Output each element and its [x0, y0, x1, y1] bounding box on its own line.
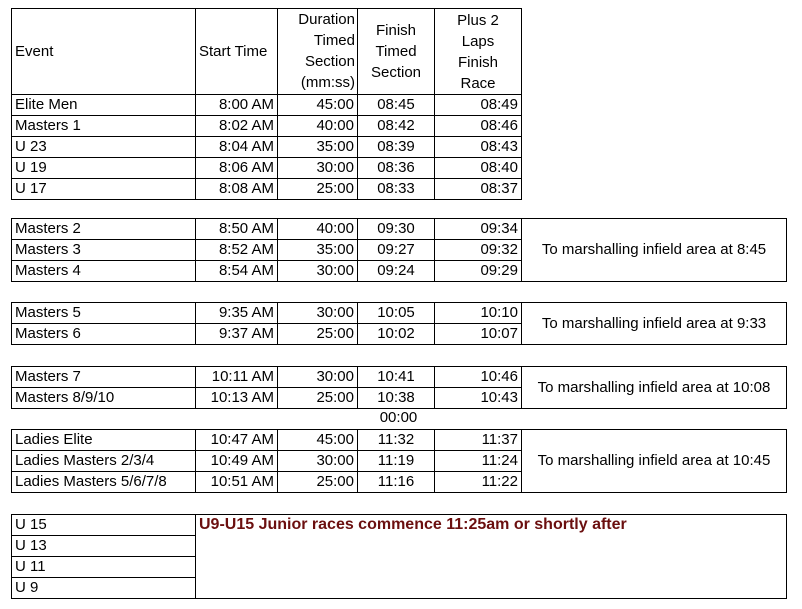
start-time-cell: 10:51 AM: [196, 472, 278, 493]
finish-timed-cell: 08:36: [358, 158, 435, 179]
table-row: [12, 116, 522, 137]
start-time-cell: 8:50 AM: [196, 219, 278, 240]
table-row: [12, 137, 522, 158]
plus-2-laps-cell: 09:34: [435, 219, 522, 240]
juniors-table: [11, 514, 787, 599]
event-cell: U 9: [12, 578, 196, 599]
table-row: [12, 367, 787, 388]
plus-2-laps-cell: 09:32: [435, 240, 522, 261]
plus-2-laps-cell: 08:46: [435, 116, 522, 137]
plus-2-laps-cell: 08:43: [435, 137, 522, 158]
event-cell: U 11: [12, 557, 196, 578]
plus-2-laps-cell: 11:22: [435, 472, 522, 493]
header-row: [12, 9, 522, 95]
plus-2-laps-cell: 11:24: [435, 451, 522, 472]
finish-timed-cell: 10:05: [358, 303, 435, 324]
event-cell: U 15: [12, 515, 196, 536]
duration-cell: 30:00: [278, 367, 358, 388]
plus-2-laps-cell: 10:10: [435, 303, 522, 324]
plus-2-laps-cell: 10:43: [435, 388, 522, 409]
plus-2-laps-cell: 11:37: [435, 430, 522, 451]
finish-timed-cell: 09:27: [358, 240, 435, 261]
duration-cell: 25:00: [278, 179, 358, 200]
schedule-table-group-3: [11, 302, 787, 345]
event-cell: U 23: [12, 137, 196, 158]
event-cell: Ladies Elite: [12, 430, 196, 451]
plus-2-laps-cell: 09:29: [435, 261, 522, 282]
duration-cell: 40:00: [278, 219, 358, 240]
start-time-cell: 8:52 AM: [196, 240, 278, 261]
finish-timed-cell: 10:02: [358, 324, 435, 345]
event-cell: Ladies Masters 2/3/4: [12, 451, 196, 472]
finish-timed-cell: 11:16: [358, 472, 435, 493]
schedule-table-group-1: [11, 8, 522, 200]
finish-timed-cell: 10:41: [358, 367, 435, 388]
event-cell: U 13: [12, 536, 196, 557]
marshalling-note: To marshalling infield area at 9:33: [522, 303, 787, 345]
finish-timed-cell: 09:30: [358, 219, 435, 240]
header-finish-timed: Finish Timed Section: [358, 9, 435, 95]
header-plus-2-laps: Plus 2 Laps Finish Race: [435, 9, 522, 95]
start-time-cell: 10:13 AM: [196, 388, 278, 409]
table-row: [12, 95, 522, 116]
event-cell: Masters 5: [12, 303, 196, 324]
table-row: [12, 219, 787, 240]
plus-2-laps-cell: 08:49: [435, 95, 522, 116]
duration-cell: 30:00: [278, 261, 358, 282]
event-cell: Ladies Masters 5/6/7/8: [12, 472, 196, 493]
table-row: [12, 179, 522, 200]
duration-cell: 25:00: [278, 324, 358, 345]
start-time-cell: 8:06 AM: [196, 158, 278, 179]
duration-cell: 45:00: [278, 430, 358, 451]
event-cell: Masters 6: [12, 324, 196, 345]
start-time-cell: 10:47 AM: [196, 430, 278, 451]
plus-2-laps-cell: 08:40: [435, 158, 522, 179]
start-time-cell: 9:35 AM: [196, 303, 278, 324]
schedule-table-group-2: [11, 218, 787, 282]
plus-2-laps-cell: 10:46: [435, 367, 522, 388]
schedule-table-group-5: [11, 429, 787, 493]
start-time-cell: 8:54 AM: [196, 261, 278, 282]
stray-finish-value: 00:00: [379, 409, 418, 426]
event-cell: Masters 3: [12, 240, 196, 261]
start-time-cell: 10:49 AM: [196, 451, 278, 472]
duration-cell: 25:00: [278, 388, 358, 409]
finish-timed-cell: 08:33: [358, 179, 435, 200]
finish-timed-cell: 11:32: [358, 430, 435, 451]
plus-2-laps-cell: 08:37: [435, 179, 522, 200]
event-cell: U 17: [12, 179, 196, 200]
finish-timed-cell: 11:19: [358, 451, 435, 472]
start-time-cell: 8:02 AM: [196, 116, 278, 137]
start-time-cell: 8:04 AM: [196, 137, 278, 158]
event-cell: Masters 1: [12, 116, 196, 137]
event-cell: Elite Men: [12, 95, 196, 116]
marshalling-note: To marshalling infield area at 8:45: [522, 219, 787, 282]
duration-cell: 30:00: [278, 158, 358, 179]
marshalling-note: To marshalling infield area at 10:08: [522, 367, 787, 409]
table-row: [12, 515, 787, 536]
header-start-time: Start Time: [196, 9, 278, 95]
duration-cell: 45:00: [278, 95, 358, 116]
table-row: [12, 430, 787, 451]
duration-cell: 35:00: [278, 240, 358, 261]
finish-timed-cell: 10:38: [358, 388, 435, 409]
duration-cell: 30:00: [278, 451, 358, 472]
finish-timed-cell: 08:39: [358, 137, 435, 158]
start-time-cell: 8:00 AM: [196, 95, 278, 116]
event-cell: U 19: [12, 158, 196, 179]
duration-cell: 35:00: [278, 137, 358, 158]
start-time-cell: 9:37 AM: [196, 324, 278, 345]
junior-races-note: U9-U15 Junior races commence 11:25am or shortly after: [196, 515, 787, 599]
duration-cell: 30:00: [278, 303, 358, 324]
marshalling-note: To marshalling infield area at 10:45: [522, 430, 787, 493]
table-row: [12, 158, 522, 179]
schedule-table-group-4: [11, 366, 787, 409]
finish-timed-cell: 08:42: [358, 116, 435, 137]
duration-cell: 25:00: [278, 472, 358, 493]
start-time-cell: 8:08 AM: [196, 179, 278, 200]
table-row: [12, 303, 787, 324]
event-cell: Masters 4: [12, 261, 196, 282]
event-cell: Masters 7: [12, 367, 196, 388]
event-cell: Masters 8/9/10: [12, 388, 196, 409]
header-duration: Duration Timed Section (mm:ss): [278, 9, 358, 95]
finish-timed-cell: 08:45: [358, 95, 435, 116]
finish-timed-cell: 09:24: [358, 261, 435, 282]
duration-cell: 40:00: [278, 116, 358, 137]
event-cell: Masters 2: [12, 219, 196, 240]
header-event: Event: [12, 9, 196, 95]
start-time-cell: 10:11 AM: [196, 367, 278, 388]
plus-2-laps-cell: 10:07: [435, 324, 522, 345]
